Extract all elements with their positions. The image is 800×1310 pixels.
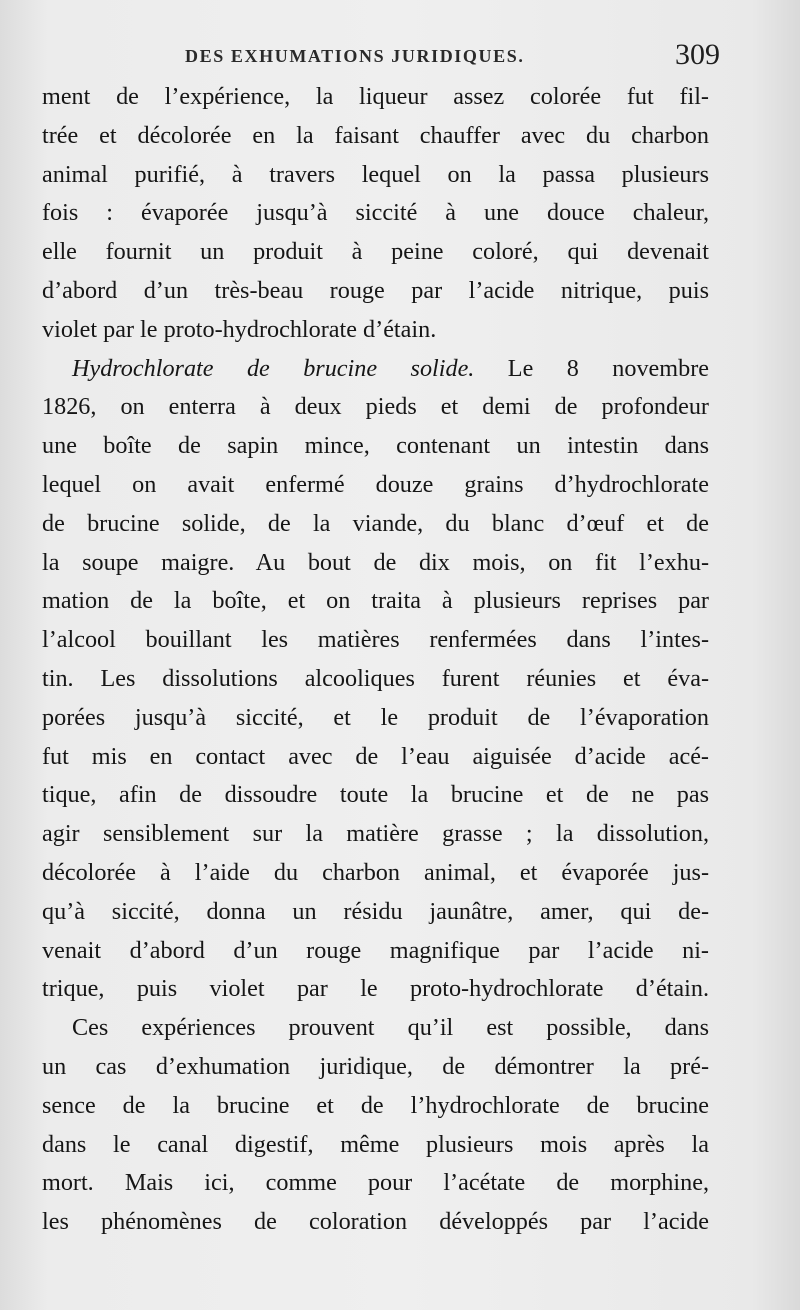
text-line: la soupe maigre. Au bout de dix mois, on fit l’exhu-	[42, 548, 709, 576]
text-line: tique, afin de dissoudre toute la brucine et de ne pas	[42, 781, 709, 809]
body-text	[42, 78, 709, 1242]
text-line: de brucine solide, de la viande, du blanc d’œuf et de	[42, 509, 709, 537]
text-line: d’abord d’un très-beau rouge par l’acide nitrique, puis	[42, 276, 709, 304]
text-line: agir sensiblement sur la matière grasse ; la dissolution,	[42, 820, 709, 848]
text-line: venait d’abord d’un rouge magnifique par l’acide ni-	[42, 936, 709, 964]
page-number: 309	[675, 38, 720, 71]
text-line: tin. Les dissolutions alcooliques furent réunies et éva-	[42, 664, 709, 692]
text-line: fut mis en contact avec de l’eau aiguisée d’acide acé-	[42, 742, 709, 770]
text-line: une boîte de sapin mince, contenant un intestin dans	[42, 432, 709, 460]
italic-heading: Hydrochlorate de brucine solide.	[72, 354, 475, 382]
text-line: un cas d’exhumation juridique, de démontrer la pré-	[42, 1052, 709, 1080]
text-line: ment de l’expérience, la liqueur assez colorée fut fil-	[42, 83, 709, 110]
text-line: animal purifié, à travers lequel on la passa plusieurs	[42, 160, 709, 188]
running-head: DES EXHUMATIONS JURIDIQUES.	[185, 46, 525, 66]
text-line: mation de la boîte, et on traita à plusieurs reprises par	[42, 587, 709, 615]
text-line: trique, puis violet par le proto-hydrochlorate d’étain.	[42, 975, 709, 1003]
text-line: mort. Mais ici, comme pour l’acétate de morphine,	[42, 1169, 709, 1197]
text-line-paragraph-start	[42, 350, 709, 389]
text-line: elle fournit un produit à peine coloré, qui devenait	[42, 238, 709, 266]
text-line-paragraph-start: Ces expériences prouvent qu’il est possible, dans	[72, 1014, 709, 1042]
text-line: porées jusqu’à siccité, et le produit de l’évaporation	[42, 703, 709, 731]
text-line: dans le canal digestif, même plusieurs mois après la	[42, 1130, 709, 1158]
text-line: lequel on avait enfermé douze grains d’hydrochlorate	[42, 470, 709, 498]
heading-continuation: Le 8 novembre	[474, 354, 709, 382]
text-line: l’alcool bouillant les matières renfermées dans l’intes-	[42, 626, 709, 654]
text-line: fois : évaporée jusqu’à siccité à une douce chaleur,	[42, 199, 709, 227]
text-line: 1826, on enterra à deux pieds et demi de profondeur	[42, 393, 709, 421]
text-line: décolorée à l’aide du charbon animal, et évaporée jus-	[42, 858, 709, 886]
text-line: sence de la brucine et de l’hydrochlorate de brucine	[42, 1091, 709, 1119]
text-line: qu’à siccité, donna un résidu jaunâtre, amer, qui de-	[42, 897, 709, 925]
text-line: les phénomènes de coloration développés par l’acide	[42, 1208, 709, 1236]
text-line: violet par le proto-hydrochlorate d’étain.	[42, 315, 437, 343]
page-header	[40, 38, 720, 72]
text-line: trée et décolorée en la faisant chauffer avec du charbon	[42, 121, 709, 149]
